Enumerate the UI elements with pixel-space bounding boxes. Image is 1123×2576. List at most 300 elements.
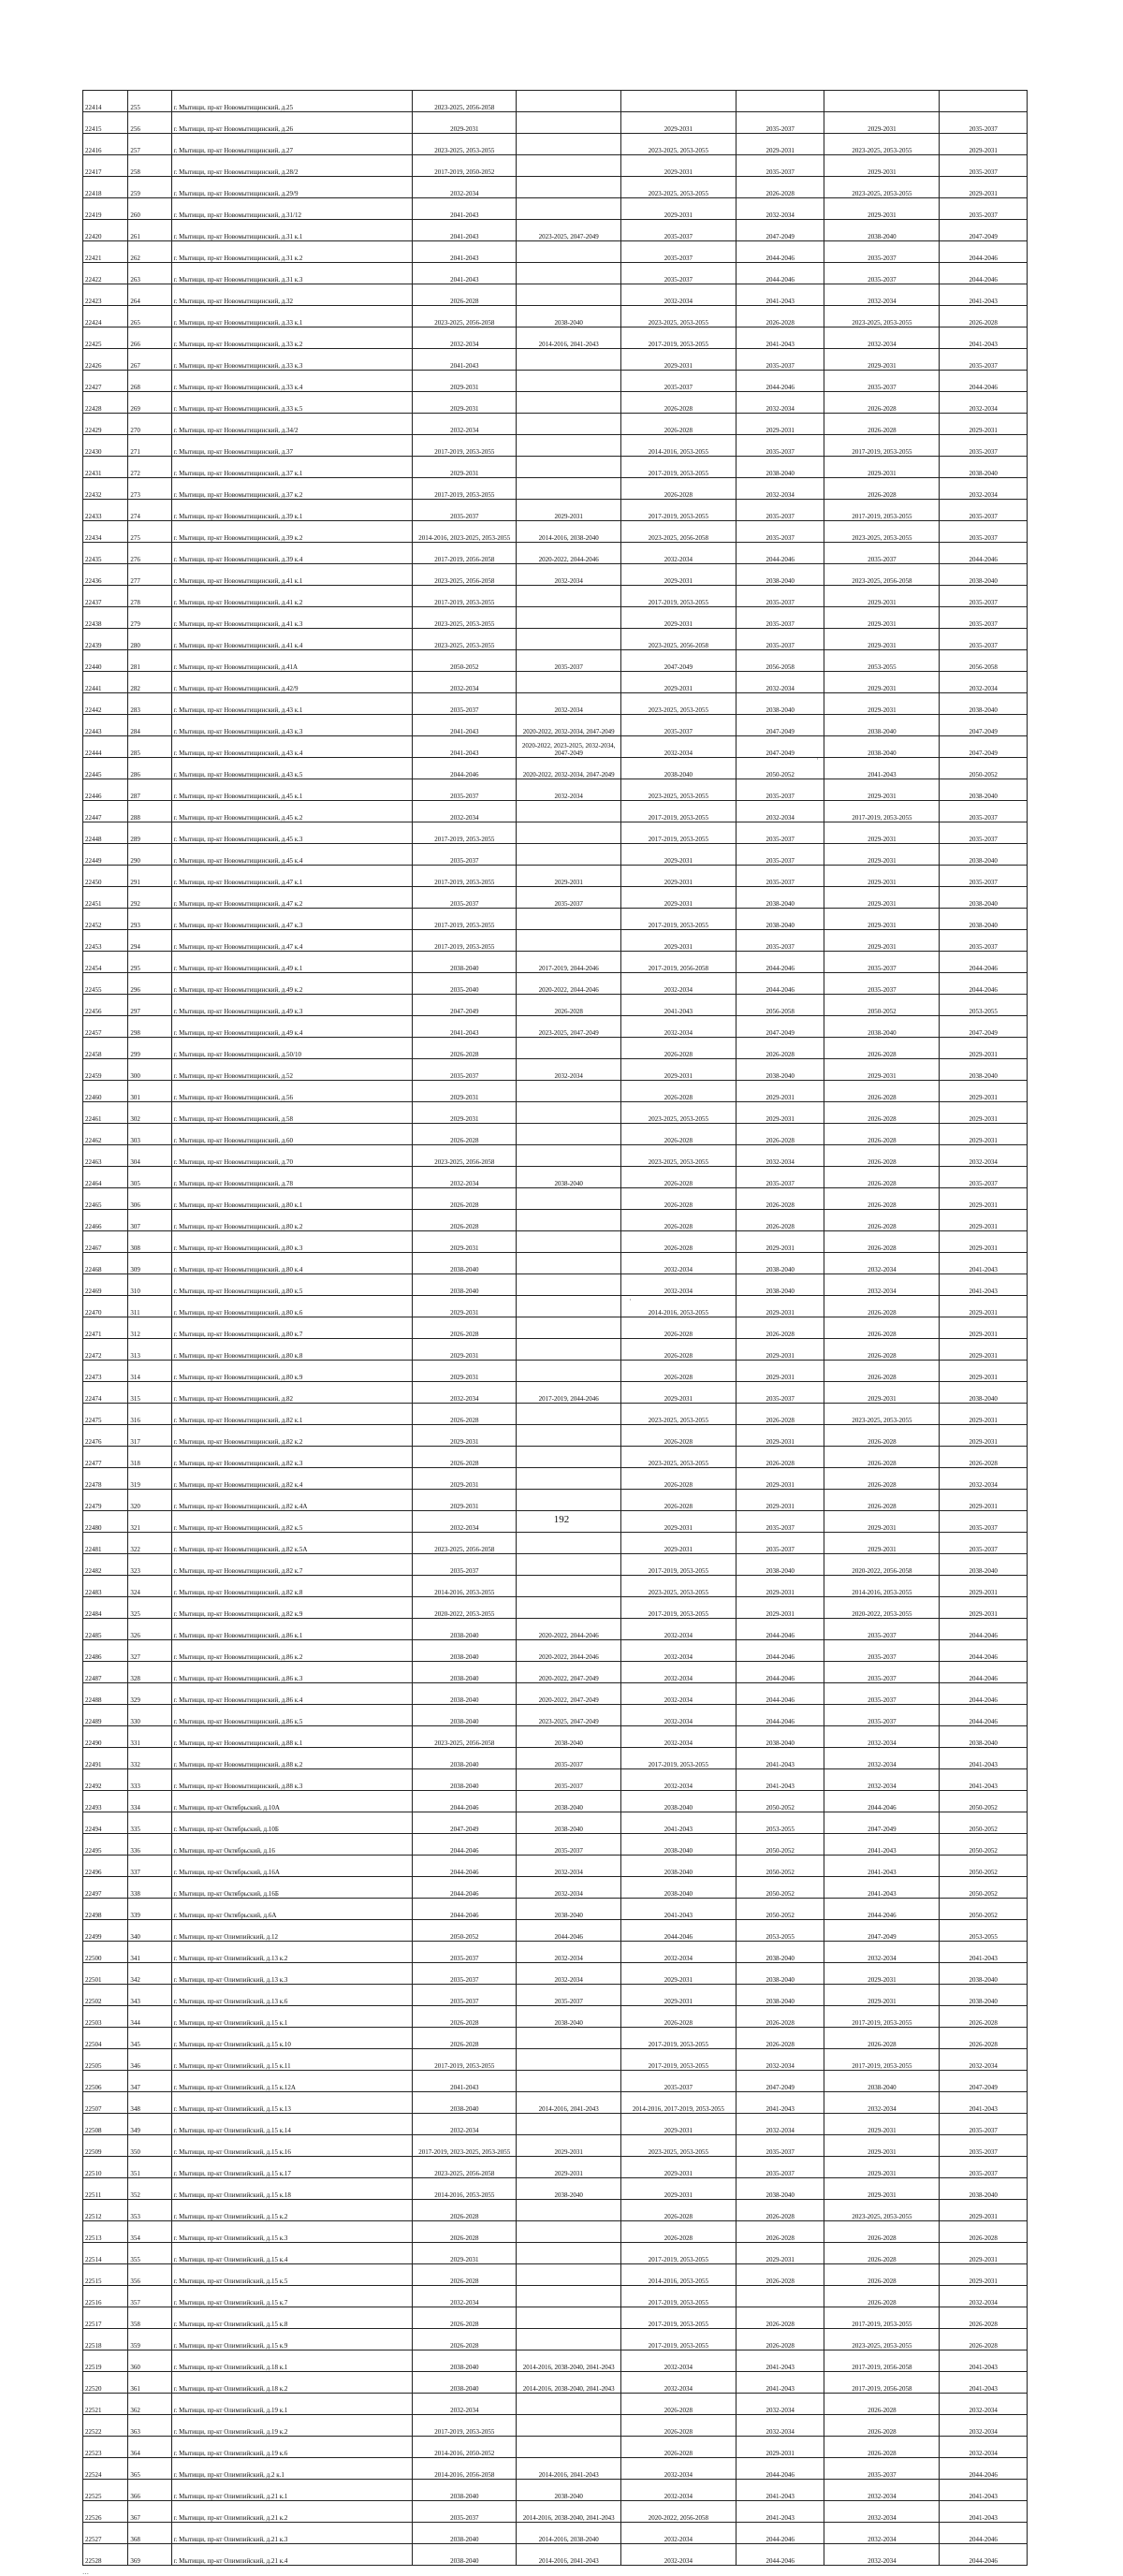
table-cell: г. Мытищи, пр-кт Олимпийский, д.15 к.13 [171,2092,413,2114]
table-cell: 22480 [83,1511,128,1533]
table-cell: г. Мытищи, пр-кт Олимпийский, д.15 к.2 [171,2200,413,2221]
table-cell: 2029-2031 [620,1382,736,1404]
table-cell: 2029-2031 [824,2178,940,2200]
table-cell: 2017-2019, 2044-2046 [517,1382,620,1404]
table-cell: г. Мытищи, пр-кт Новомытищинский, д.31/12 [171,198,413,220]
table-cell: 2032-2034 [620,1274,736,1296]
table-cell: 2026-2028 [736,1124,824,1145]
table-row [83,1274,1028,1296]
table-cell: 2029-2031 [940,414,1028,435]
table-cell: 2032-2034 [940,2286,1028,2307]
table-cell: 314 [128,1361,171,1382]
table-cell: 2026-2028 [824,1145,940,1167]
table-cell: 2050-2052 [940,1856,1028,1877]
table-cell: 2023-2025, 2053-2055 [413,607,517,629]
table-cell: 2035-2037 [940,112,1028,134]
table-cell: 2017-2019, 2056-2058 [824,2350,940,2372]
table-row [83,1425,1028,1447]
table-cell: г. Мытищи, пр-кт Новомытищинский, д.80 к.5 [171,1274,413,1296]
table-cell: г. Мытищи, пр-кт Новомытищинский, д.39 к.2 [171,521,413,543]
table-cell: 2041-2043 [940,327,1028,349]
table-cell: 2032-2034 [620,736,736,758]
table-row [83,1231,1028,1253]
table-cell: 257 [128,134,171,155]
table-cell: 2032-2034 [620,973,736,995]
table-cell [517,112,620,134]
table-cell: г. Мытищи, пр-кт Новомытищинский, д.33 к.3 [171,349,413,371]
table-cell: 22450 [83,866,128,887]
table-cell: 2017-2019, 2053-2055 [413,930,517,952]
table-cell: 2026-2028 [736,1038,824,1059]
table-cell: 2014-2016, 2050-2052 [413,2437,517,2458]
table-cell: 2017-2019, 2053-2055 [620,1748,736,1769]
table-cell: 2026-2028 [824,1038,940,1059]
table-cell: 2038-2040 [517,306,620,327]
table-cell: 2038-2040 [940,564,1028,586]
table-cell: 2029-2031 [736,2243,824,2264]
table-cell: 2041-2043 [620,1899,736,1920]
table-cell: 339 [128,1899,171,1920]
table-cell [517,2114,620,2135]
table-cell: 2038-2040 [517,1899,620,1920]
table-cell: 2017-2019, 2053-2055 [824,801,940,822]
table-cell: 22463 [83,1145,128,1167]
table-cell: 2026-2028 [736,1447,824,1468]
table-cell: 22515 [83,2264,128,2286]
table-cell: 265 [128,306,171,327]
table-cell [517,349,620,371]
table-cell: 2029-2031 [824,2157,940,2178]
table-cell: г. Мытищи, пр-кт Новомытищинский, д.47 к.3 [171,909,413,930]
table-cell: 256 [128,112,171,134]
table-cell: 304 [128,1145,171,1167]
table-cell: 271 [128,435,171,457]
table-cell: 2032-2034 [940,478,1028,500]
table-cell: г. Мытищи, пр-кт Октябрьский, д.16 [171,1834,413,1856]
table-cell: 2023-2025, 2056-2058 [620,521,736,543]
table-cell: 2023-2025, 2053-2055 [620,779,736,801]
table-row [83,2350,1028,2372]
table-cell: г. Мытищи, пр-кт Новомытищинский, д.82 к.4А [171,1490,413,1511]
table-cell: 2044-2046 [940,1619,1028,1640]
table-cell: 2023-2025, 2053-2055 [620,1576,736,1597]
table-cell: 2017-2019, 2053-2055 [620,801,736,822]
table-row [83,1339,1028,1361]
table-cell: г. Мытищи, пр-кт Олимпийский, д.18 к.2 [171,2372,413,2394]
table-row [83,91,1028,112]
table-cell: 2035-2037 [736,822,824,844]
table-cell [517,1554,620,1576]
table-cell: 2053-2055 [736,1812,824,1834]
table-cell: 2032-2034 [413,2286,517,2307]
table-cell: 303 [128,1124,171,1145]
table-cell: г. Мытищи, пр-кт Олимпийский, д.15 к.18 [171,2178,413,2200]
table-row [83,1640,1028,1662]
table-cell: 2035-2037 [940,1511,1028,1533]
table-cell: 2032-2034 [736,2049,824,2071]
table-cell: 2026-2028 [620,1490,736,1511]
table-cell: 2032-2034 [824,1726,940,1748]
register-table-wrapper [82,90,1028,2576]
table-cell: 2044-2046 [940,973,1028,995]
table-cell: 2020-2022, 2044-2046 [517,543,620,564]
table-cell: 355 [128,2243,171,2264]
table-row [83,2501,1028,2523]
table-cell: 22418 [83,177,128,198]
table-cell: 22477 [83,1447,128,1468]
table-cell: 2047-2049 [736,220,824,241]
table-cell: 2014-2016, 2053-2055 [413,2178,517,2200]
table-cell: 2020-2022, 2044-2046 [517,1640,620,1662]
table-cell: 2026-2028 [620,1361,736,1382]
table-cell: 2056-2058 [736,650,824,672]
table-cell: 2026-2028 [620,1038,736,1059]
table-cell: 2041-2043 [824,758,940,779]
table-cell: 2044-2046 [413,1834,517,1856]
table-cell: 2017-2019, 2053-2055 [620,457,736,478]
table-cell: 2026-2028 [736,1404,824,1425]
table-cell: 2029-2031 [736,414,824,435]
table-row [83,1920,1028,1942]
table-cell: 2023-2025, 2053-2055 [620,306,736,327]
table-cell [517,607,620,629]
table-cell: 2029-2031 [413,392,517,414]
table-cell: 2035-2037 [736,844,824,866]
table-cell: 2041-2043 [413,220,517,241]
table-cell: 299 [128,1038,171,1059]
table-cell: 2038-2040 [413,1705,517,1726]
table-cell: 22447 [83,801,128,822]
table-row [83,1059,1028,1081]
table-row [83,198,1028,220]
table-cell: г. Мытищи, пр-кт Новомытищинский, д.49 к.3 [171,995,413,1016]
table-row [83,2006,1028,2028]
table-cell: 2029-2031 [824,1533,940,1554]
table-cell: 344 [128,2006,171,2028]
table-cell: 2032-2034 [736,1145,824,1167]
table-cell: 2032-2034 [824,2480,940,2501]
table-cell: г. Мытищи, пр-кт Новомытищинский, д.80 к.2 [171,1210,413,1231]
table-row [83,2329,1028,2350]
table-cell: 2023-2025, 2053-2055 [824,1404,940,1425]
table-cell: 22471 [83,1317,128,1339]
table-cell: 2032-2034 [517,779,620,801]
table-cell: 22482 [83,1554,128,1576]
table-cell: 2032-2034 [620,1942,736,1963]
table-cell: 2035-2037 [736,866,824,887]
table-row [83,1597,1028,1619]
table-cell: 2050-2052 [736,1834,824,1856]
table-cell: 2044-2046 [940,2523,1028,2544]
table-cell: 2026-2028 [824,1210,940,1231]
table-cell: 2032-2034 [824,2092,940,2114]
table-cell: 22435 [83,543,128,564]
table-row [83,1253,1028,1274]
table-cell: 2044-2046 [940,543,1028,564]
table-cell: 22421 [83,241,128,263]
table-cell: 2029-2031 [736,1339,824,1361]
table-cell: 2038-2040 [736,457,824,478]
table-cell: 2044-2046 [940,241,1028,263]
table-cell: г. Мытищи, пр-кт Новомытищинский, д.56 [171,1081,413,1102]
table-cell: 2038-2040 [413,952,517,973]
table-cell: 22431 [83,457,128,478]
page-number: 192 [553,1514,570,1525]
table-cell: 2038-2040 [736,1253,824,1274]
table-cell: 2035-2037 [736,1167,824,1188]
table-cell: 2026-2028 [413,2028,517,2049]
table-cell: 360 [128,2350,171,2372]
table-cell: 2038-2040 [940,887,1028,909]
table-cell: 2050-2052 [824,995,940,1016]
table-cell: 2032-2034 [517,1877,620,1899]
table-cell: 2026-2028 [620,478,736,500]
table-cell: 2029-2031 [824,1059,940,1081]
table-cell: г. Мытищи, пр-кт Новомытищинский, д.80 к.6 [171,1296,413,1317]
table-cell: г. Мытищи, пр-кт Новомытищинский, д.49 к.4 [171,1016,413,1038]
table-row [83,220,1028,241]
table-cell: 2020-2022, 2047-2049 [517,1662,620,1683]
table-row [83,1145,1028,1167]
table-cell: 2014-2016, 2053-2055 [620,435,736,457]
table-cell: г. Мытищи, пр-кт Новомытищинский, д.80 к.8 [171,1339,413,1361]
table-cell: 2032-2034 [620,543,736,564]
table-cell: 2026-2028 [620,1468,736,1490]
table-cell: 2029-2031 [940,1361,1028,1382]
table-cell: 2026-2028 [413,1210,517,1231]
table-cell: 281 [128,650,171,672]
table-cell: 2038-2040 [413,2523,517,2544]
table-cell: 2044-2046 [736,973,824,995]
table-cell: г. Мытищи, пр-кт Новомытищинский, д.88 к.3 [171,1769,413,1791]
table-cell: 2041-2043 [736,2501,824,2523]
table-row [83,1856,1028,1877]
table-cell [517,672,620,693]
table-row [83,887,1028,909]
table-cell: г. Мытищи, пр-кт Новомытищинский, д.49 к.1 [171,952,413,973]
table-cell: 22502 [83,1985,128,2006]
table-cell: 260 [128,198,171,220]
table-row [83,435,1028,457]
table-cell: 2017-2019, 2053-2055 [824,500,940,521]
table-cell: 22419 [83,198,128,220]
table-cell: 2035-2037 [413,1942,517,1963]
table-cell: 2026-2028 [736,2329,824,2350]
table-cell: 22464 [83,1167,128,1188]
table-cell: 2044-2046 [940,2544,1028,2566]
table-cell: 2035-2037 [824,1705,940,1726]
table-cell: 2035-2037 [940,155,1028,177]
table-cell: 2044-2046 [940,1640,1028,1662]
table-cell: 2032-2034 [940,2049,1028,2071]
table-cell: 22442 [83,693,128,715]
table-cell [517,2415,620,2437]
table-cell: г. Мытищи, пр-кт Новомытищинский, д.39 к.4 [171,543,413,564]
table-cell: 361 [128,2372,171,2394]
table-cell: 22524 [83,2458,128,2480]
table-cell: 2044-2046 [620,1920,736,1942]
table-cell: 2035-2037 [517,1748,620,1769]
table-cell: 2032-2034 [940,392,1028,414]
table-cell: 2026-2028 [620,2200,736,2221]
table-cell: 2041-2043 [940,1748,1028,1769]
table-cell: 22518 [83,2329,128,2350]
table-cell: 2023-2025, 2056-2058 [413,1145,517,1167]
table-cell: 272 [128,457,171,478]
table-cell: 2050-2052 [940,1834,1028,1856]
table-cell: г. Мытищи, пр-кт Новомытищинский, д.45 к.4 [171,844,413,866]
table-cell: 2044-2046 [940,1705,1028,1726]
register-table [82,90,1028,2566]
table-row [83,155,1028,177]
table-cell: 2038-2040 [736,1274,824,1296]
table-cell: 2029-2031 [824,349,940,371]
table-cell: 2023-2025, 2056-2058 [620,629,736,650]
table-cell: 280 [128,629,171,650]
table-cell: 292 [128,887,171,909]
table-cell: 2050-2052 [736,1856,824,1877]
table-cell: 277 [128,564,171,586]
table-cell [517,1038,620,1059]
table-cell: 22428 [83,392,128,414]
table-cell: г. Мытищи, пр-кт Новомытищинский, д.31 к.2 [171,241,413,263]
table-cell: 2041-2043 [736,2372,824,2394]
table-cell: 2029-2031 [413,1296,517,1317]
table-cell: 2026-2028 [620,1167,736,1188]
table-cell: 2050-2052 [413,650,517,672]
table-cell: 2047-2049 [940,2071,1028,2092]
table-cell: 2026-2028 [824,1490,940,1511]
table-cell: 267 [128,349,171,371]
table-cell: 2035-2037 [940,2135,1028,2157]
table-cell: 2017-2019, 2053-2055 [413,822,517,844]
table-cell: 2041-2043 [940,2092,1028,2114]
table-cell: 282 [128,672,171,693]
table-cell: 2017-2019, 2053-2055 [413,2049,517,2071]
table-cell: 22458 [83,1038,128,1059]
table-cell: 2044-2046 [736,263,824,284]
table-cell: 22436 [83,564,128,586]
table-cell: 2017-2019, 2053-2055 [620,586,736,607]
table-cell: 2032-2034 [824,327,940,349]
table-cell: 284 [128,715,171,736]
table-cell: 2029-2031 [824,672,940,693]
table-row [83,1942,1028,1963]
table-cell: 2035-2037 [620,2071,736,2092]
table-row [83,306,1028,327]
table-cell: 2029-2031 [736,1102,824,1124]
table-cell: 2035-2037 [940,1167,1028,1188]
table-cell: 22491 [83,1748,128,1769]
table-cell: 22489 [83,1705,128,1726]
table-cell: 2029-2031 [413,1490,517,1511]
table-cell: 22510 [83,2157,128,2178]
table-cell: г. Мытищи, пр-кт Новомытищинский, д.86 к.4 [171,1683,413,1705]
table-cell [517,1425,620,1447]
table-cell [517,1447,620,1468]
table-cell: 332 [128,1748,171,1769]
table-cell: г. Мытищи, пр-кт Новомытищинский, д.39 к.1 [171,500,413,521]
table-cell: 22497 [83,1877,128,1899]
table-cell: 2026-2028 [413,284,517,306]
table-cell [736,2286,824,2307]
table-cell: г. Мытищи, пр-кт Олимпийский, д.15 к.16 [171,2135,413,2157]
table-cell: 2032-2034 [824,1942,940,1963]
table-cell: 22457 [83,1016,128,1038]
table-cell: 2044-2046 [736,371,824,392]
table-cell: 2044-2046 [736,241,824,263]
table-cell: 2029-2031 [824,2114,940,2135]
table-cell: 2026-2028 [413,1124,517,1145]
table-cell: 2017-2019, 2053-2055 [620,500,736,521]
table-cell [517,155,620,177]
table-cell: 2032-2034 [824,2544,940,2566]
table-cell: 2044-2046 [736,1619,824,1640]
table-cell: 2014-2016, 2041-2043 [517,327,620,349]
table-cell: 22453 [83,930,128,952]
table-cell: 2029-2031 [620,2157,736,2178]
table-cell: г. Мытищи, пр-кт Новомытищинский, д.43 к.1 [171,693,413,715]
table-cell: 2017-2019, 2053-2055 [620,327,736,349]
table-cell: 2044-2046 [940,952,1028,973]
table-cell: 2026-2028 [413,1038,517,1059]
table-cell: 2038-2040 [824,736,940,758]
table-cell: г. Мытищи, пр-кт Олимпийский, д.15 к.10 [171,2028,413,2049]
table-cell: 2038-2040 [517,1791,620,1812]
table-row [83,543,1028,564]
table-cell: г. Мытищи, пр-кт Новомытищинский, д.47 к.4 [171,930,413,952]
table-cell: 2038-2040 [413,1769,517,1791]
table-cell [517,1490,620,1511]
table-cell: 2047-2049 [940,1016,1028,1038]
table-cell: 2014-2016, 2053-2055 [413,1576,517,1597]
table-cell: 2032-2034 [413,1511,517,1533]
table-cell: 2026-2028 [620,2415,736,2437]
table-cell: 2032-2034 [620,284,736,306]
table-cell: 2029-2031 [940,2264,1028,2286]
table-cell: 2029-2031 [940,1038,1028,1059]
table-cell: 22519 [83,2350,128,2372]
table-cell: 2032-2034 [517,564,620,586]
table-cell: 2041-2043 [940,2350,1028,2372]
table-cell: 2032-2034 [824,2523,940,2544]
table-cell: 2035-2037 [736,586,824,607]
table-cell: 2023-2025, 2056-2058 [413,2157,517,2178]
table-row [83,414,1028,435]
table-cell: 2026-2028 [413,2221,517,2243]
table-cell: 2023-2025, 2047-2049 [517,1016,620,1038]
table-row [83,822,1028,844]
table-cell: 2035-2037 [736,930,824,952]
table-cell: 22417 [83,155,128,177]
table-row [83,1081,1028,1102]
table-cell: 2029-2031 [940,1188,1028,1210]
table-row [83,1296,1028,1317]
table-row [83,478,1028,500]
table-cell [517,2221,620,2243]
table-cell: г. Мытищи, пр-кт Олимпийский, д.15 к.12А [171,2071,413,2092]
table-cell: 2023-2025, 2053-2055 [620,134,736,155]
table-cell: 274 [128,500,171,521]
table-cell: 2038-2040 [517,1726,620,1748]
table-cell: 2029-2031 [620,607,736,629]
table-cell [517,2264,620,2286]
table-cell: г. Мытищи, пр-кт Новомытищинский, д.27 [171,134,413,155]
table-cell: 22459 [83,1059,128,1081]
table-row [83,1361,1028,1382]
table-cell: 2044-2046 [736,1683,824,1705]
table-cell: 2038-2040 [413,2092,517,2114]
